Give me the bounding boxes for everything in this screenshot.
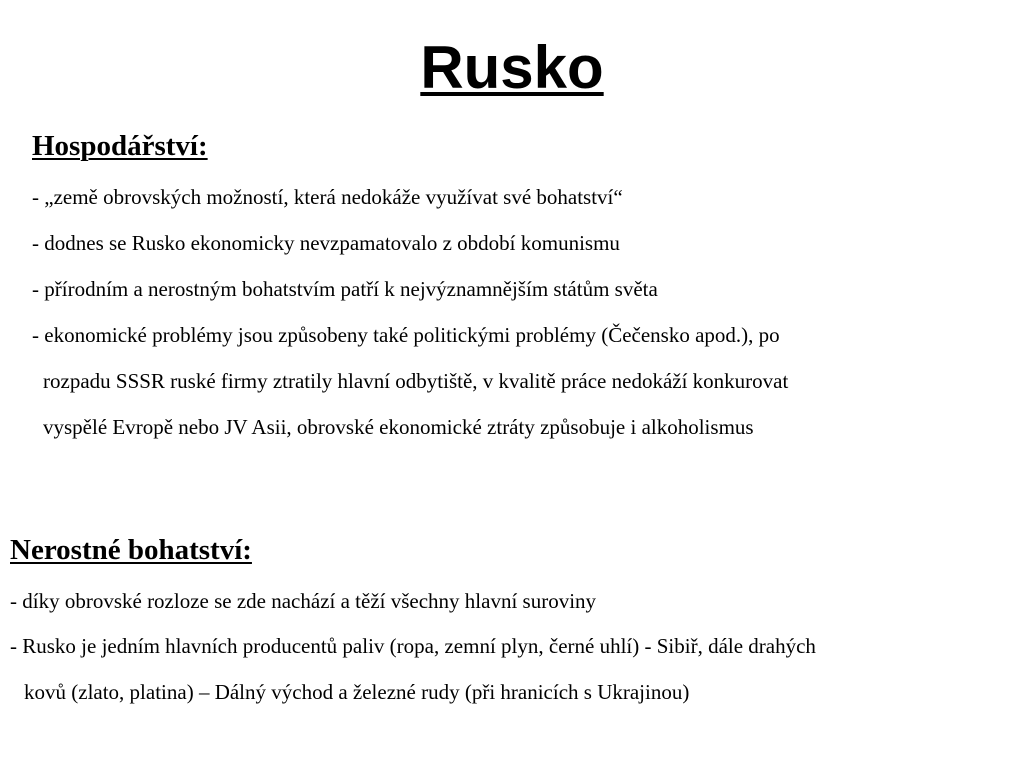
minerals-line-1: - díky obrovské rozloze se zde nachází a těží všechny hlavní suroviny (10, 589, 597, 613)
section-heading-minerals: Nerostné bohatství: (10, 534, 252, 566)
section-heading-economy: Hospodářství: (32, 130, 208, 162)
economy-line-2: - dodnes se Rusko ekonomicky nevzpamatovalo z období komunismu (32, 231, 620, 255)
economy-line-5: rozpadu SSSR ruské firmy ztratily hlavní odbytiště, v kvalitě práce nedokáží konkurovat (43, 369, 789, 393)
economy-line-3: - přírodním a nerostným bohatstvím patří k nejvýznamnějším státům světa (32, 277, 658, 301)
minerals-line-2: - Rusko je jedním hlavních producentů paliv (ropa, zemní plyn, černé uhlí) - Sibiř, dále drahých (10, 634, 816, 658)
economy-line-6: vyspělé Evropě nebo JV Asii, obrovské ekonomické ztráty způsobuje i alkoholismus (43, 415, 754, 439)
minerals-line-3: kovů (zlato, platina) – Dálný východ a železné rudy (při hranicích s Ukrajinou) (24, 680, 690, 704)
slide-title: Rusko (420, 34, 604, 101)
economy-line-1: - „země obrovských možností, která nedokáže využívat své bohatství“ (32, 185, 623, 209)
economy-line-4: - ekonomické problémy jsou způsobeny také politickými problémy (Čečensko apod.), po (32, 323, 780, 347)
